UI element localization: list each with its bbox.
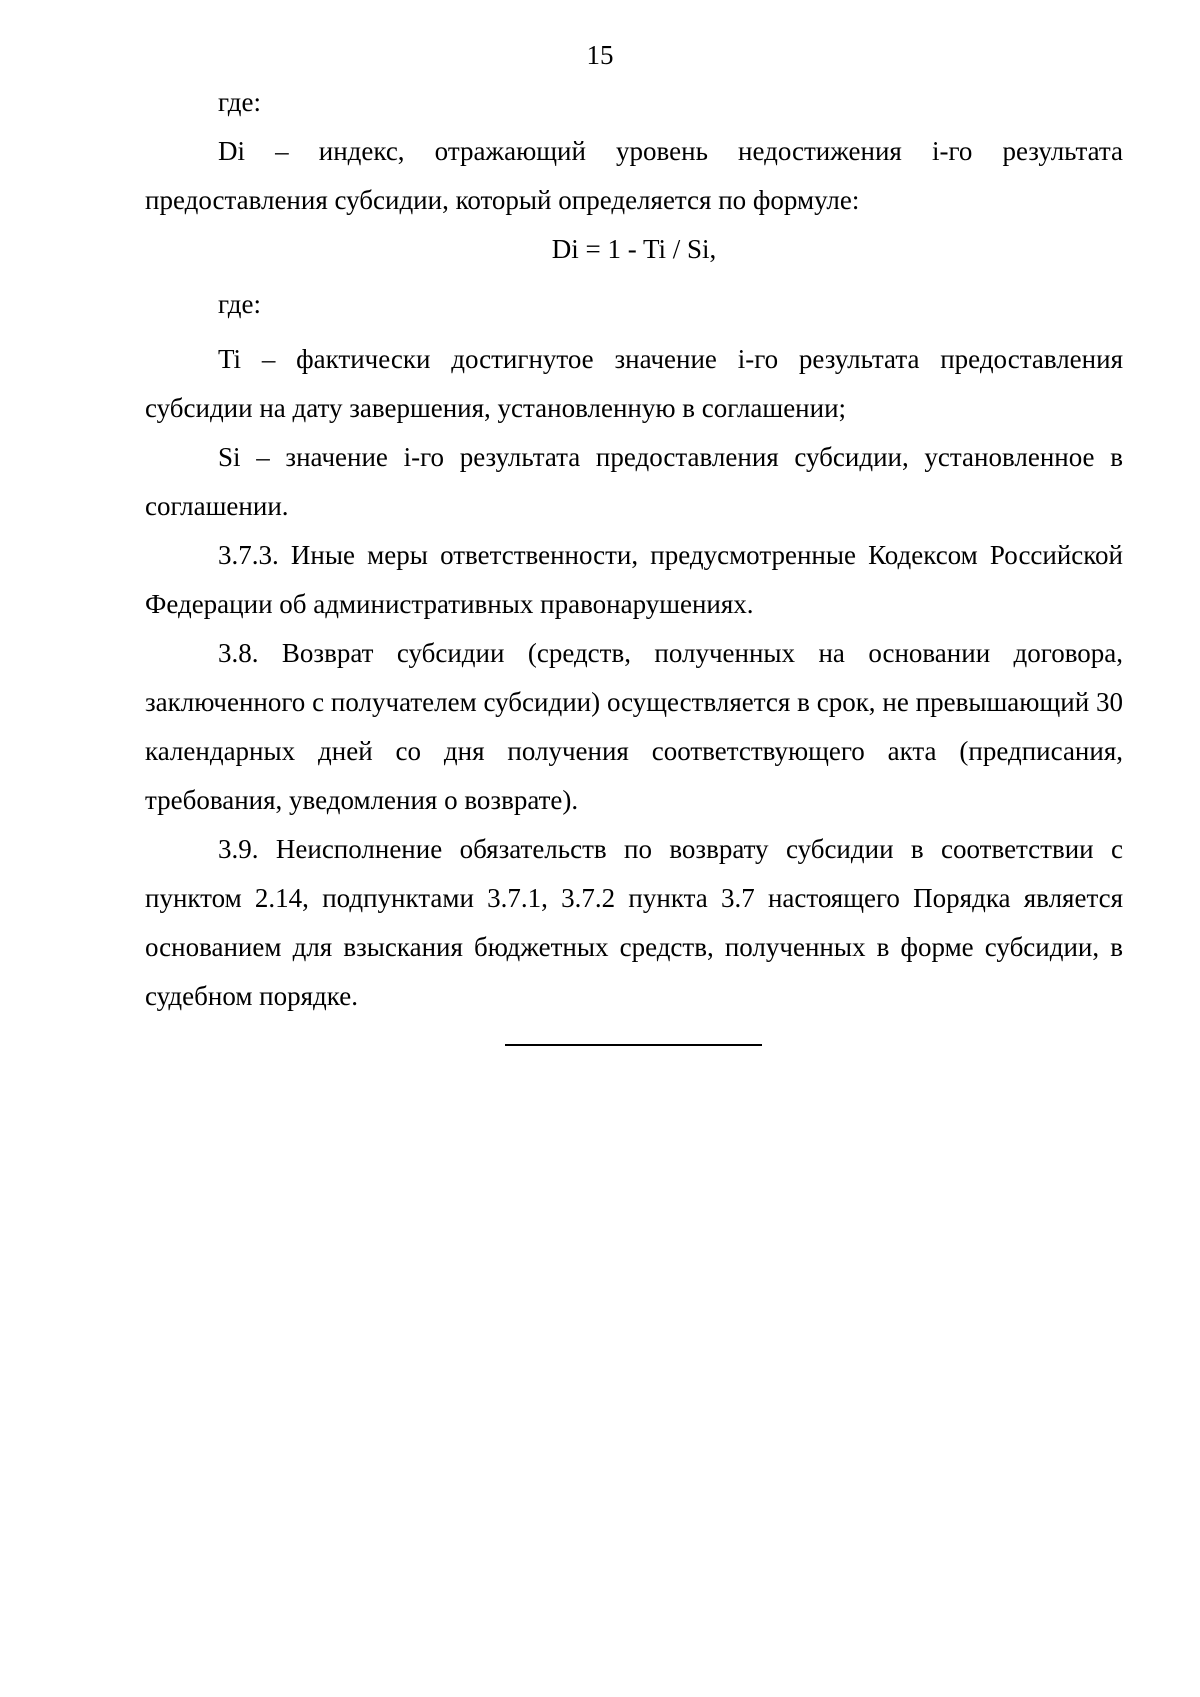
closing-horizontal-rule (505, 1044, 762, 1046)
where-label: где: (218, 87, 261, 117)
si-definition-paragraph: Si – значение i-го результата предоставления субсидии, установленное в соглашении. (145, 442, 1123, 521)
item-3-7-3-paragraph: 3.7.3. Иные меры ответственности, предусмотренные Кодексом Российской Федерации об административных правонарушениях. (145, 540, 1123, 619)
di-definition-paragraph: Di – индекс, отражающий уровень недостижения i-го результата предоставления субсидии, который определяется по формуле: (145, 136, 1123, 215)
ti-definition-paragraph: Ti – фактически достигнутое значение i-го результата предоставления субсидии на дату завершения, установленную в соглашении; (145, 344, 1123, 423)
page-number: 15 (586, 40, 614, 70)
where-label-second: где: (218, 289, 261, 319)
item-3-8-paragraph: 3.8. Возврат субсидии (средств, полученных на основании договора, заключенного с получателем субсидии) осуществляется в срок, не превышающий 30 календарных дней со дня получения соответствующего акта (предписания, требования, уведомления о возврате). (145, 638, 1123, 815)
document-body (145, 78, 1123, 1021)
di-formula: Di = 1 - Ti / Si, (551, 234, 717, 264)
item-3-9-paragraph: 3.9. Неисполнение обязательств по возврату субсидии в соответствии с пунктом 2.14, подпунктами 3.7.1, 3.7.2 пункта 3.7 настоящего Порядка является основанием для взыскания бюджетных средств, полученных в форме субсидии, в судебном порядке. (145, 834, 1123, 1011)
